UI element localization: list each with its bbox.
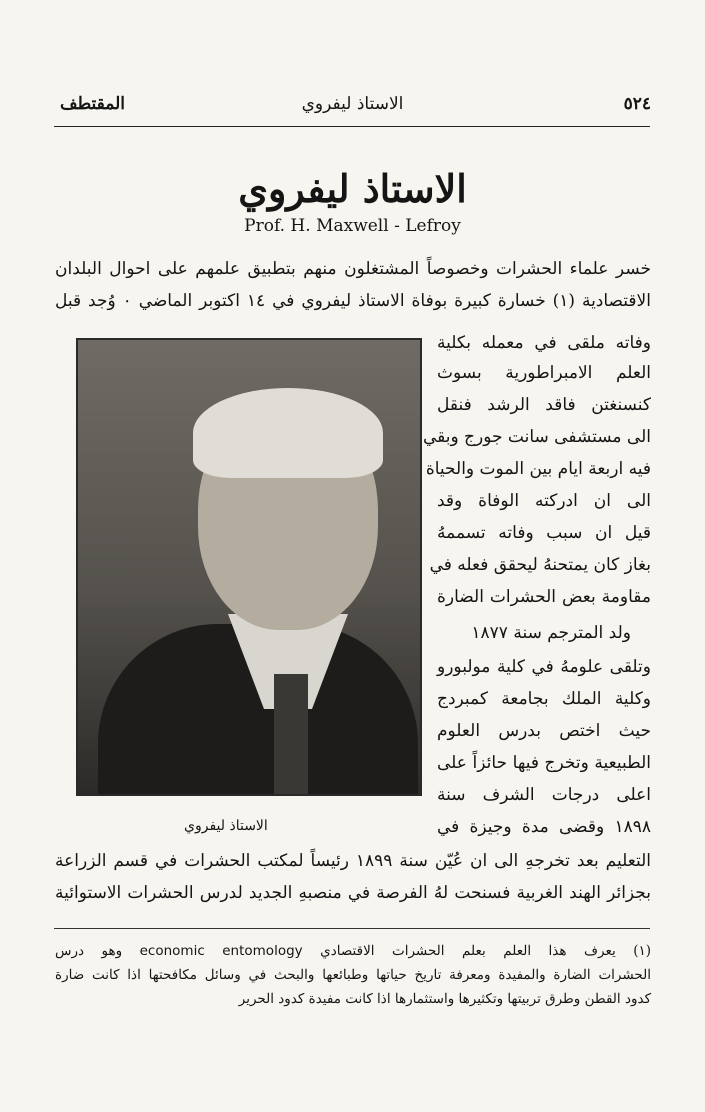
article-subtitle: Prof. H. Maxwell - Lefroy [244,216,461,236]
running-title: الاستاذ ليفروي [301,94,404,114]
column-line: الطبيعية وتخرج فيها حائزاً على [437,753,651,773]
column-line: ولد المترجم سنة ١٨٧٧ [471,623,631,643]
column-line: حيث اختص بدرس العلوم [437,721,651,741]
photo-tie [274,674,308,794]
article-title: الاستاذ ليفروي [238,166,467,211]
portrait-photo [76,338,422,796]
column-line: العلم الامبراطورية بسوث [437,363,651,383]
journal-name: المقتطف [60,94,126,114]
column-line: وفاته ملقى في معمله بكلية [437,333,651,353]
footnote-line: الحشرات الضارة والمفيدة ومعرفة تاريخ حياتها وطبائعها والبحث في وسائل مكافحتها اذا كانت ضارة [55,967,651,983]
column-line: وتلقى علومهُ في كلية مولبورو [437,657,651,677]
page-number: ٥٢٤ [623,94,651,114]
column-line: مقاومة بعض الحشرات الضارة [437,587,651,607]
column-line: الى مستشفى سانت جورج وبقي [422,427,651,447]
column-line: وكلية الملك بجامعة كمبردج [437,689,651,709]
body-line: التعليم بعد تخرجهِ الى ان عُيّن سنة ١٨٩٩ رئيساً لمكتب الحشرات في قسم الزراعة [55,851,651,871]
body-line: الاقتصادية (١) خسارة كبيرة بوفاة الاستاذ ليفروي في ١٤ اكتوبر الماضي ٠ وُجد قبل [55,291,651,311]
photo-hair [193,388,383,478]
body-line: خسر علماء الحشرات وخصوصاً المشتغلون منهم بتطبيق علمهم على احوال البلدان [55,259,651,279]
footnote-rule [54,928,650,929]
footnote-text: (١) يعرف هذا العلم بعلم الحشرات الاقتصادي [320,943,652,959]
footnote-line: كدود القطن وطرق تربيتها وتكثيرها واستثمارها اذا كانت مفيدة كدود الحرير [238,991,651,1007]
column-line: بغاز كان يمتحنهُ ليحقق فعله في [429,555,651,575]
header-rule [54,126,650,127]
body-line: بجزائر الهند الغربية فسنحت لهُ الفرصة في منصبهِ الجديد لدرس الحشرات الاستوائية [55,883,651,903]
column-line: قيل ان سبب وفاته تسممهُ [437,523,651,543]
column-line: فيه اربعة ايام بين الموت والحياة [425,459,651,479]
column-line: الى ان ادركته الوفاة وقد [437,491,651,511]
column-line: ١٨٩٨ وقضى مدة وجيزة في [437,817,651,837]
column-line: اعلى درجات الشرف سنة [437,785,651,805]
footnote-line [55,940,651,962]
footnote-text: وهو درس [55,943,123,959]
column-line: كنسنغتن فاقد الرشد فنقل [437,395,651,415]
footnote-english-term: economic entomology [139,943,303,959]
photo-caption: الاستاذ ليفروي [184,818,268,834]
